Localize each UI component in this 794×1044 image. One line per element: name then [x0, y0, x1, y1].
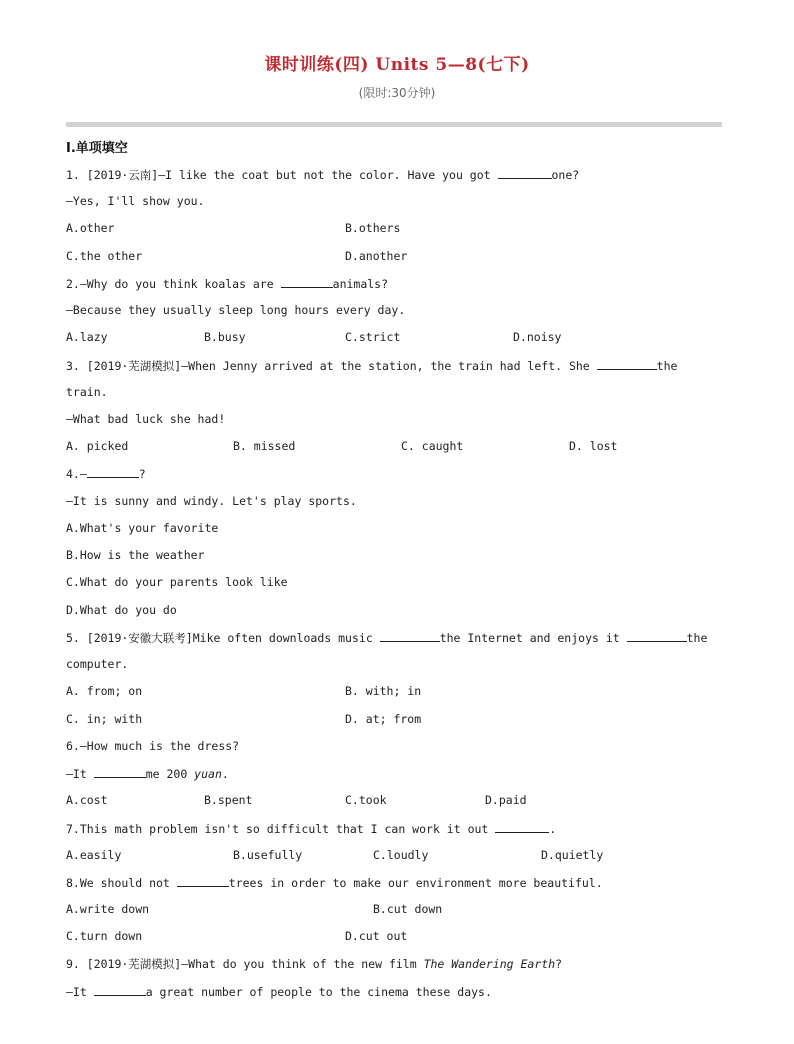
q5-option-d[interactable]: D. at; from [345, 712, 422, 726]
answer-blank[interactable] [627, 629, 687, 642]
q4-option-b[interactable]: B.How is the weather [66, 548, 205, 562]
question-5-stem-cont: computer. [66, 657, 129, 671]
q7-option-c[interactable]: C.loudly [373, 848, 429, 862]
q7-option-d[interactable]: D.quietly [541, 848, 604, 862]
q6-option-b[interactable]: B.spent [204, 793, 253, 807]
q8-option-d[interactable]: D.cut out [345, 929, 408, 943]
q8-option-b[interactable]: B.cut down [373, 902, 443, 916]
q2-option-a[interactable]: A.lazy [66, 330, 108, 344]
q3-option-c[interactable]: C. caught [401, 439, 464, 453]
q1-option-a[interactable]: A.other [66, 221, 115, 235]
question-4-stem: 4.— ? [66, 467, 146, 481]
film-title: The Wandering Earth [423, 957, 556, 971]
q5-option-c[interactable]: C. in; with [66, 712, 143, 726]
question-5-stem: 5. [2019·安徽大联考]Mike often downloads music the Internet and enjoys it the [66, 631, 708, 645]
question-9-stem: 9. [2019·芜湖模拟]—What do you think of the new film The Wandering Earth? [66, 957, 563, 971]
question-3-stem: 3. [2019·芜湖模拟]—When Jenny arrived at the station, the train had left. She the [66, 359, 678, 373]
answer-blank[interactable] [94, 983, 146, 996]
q1-option-d[interactable]: D.another [345, 249, 408, 263]
question-3-stem-cont: train. [66, 385, 108, 399]
q4-option-c[interactable]: C.What do your parents look like [66, 575, 288, 589]
question-2-reply: —Because they usually sleep long hours every day. [66, 303, 406, 317]
question-1-stem: 1. [2019·云南]—I like the coat but not the color. Have you got one? [66, 168, 580, 182]
q6-option-c[interactable]: C.took [345, 793, 387, 807]
q8-option-c[interactable]: C.turn down [66, 929, 143, 943]
q7-option-b[interactable]: B.usefully [233, 848, 303, 862]
q2-option-c[interactable]: C.strict [345, 330, 401, 344]
q4-option-d[interactable]: D.What do you do [66, 603, 177, 617]
q3-option-d[interactable]: D. lost [569, 439, 618, 453]
divider [66, 122, 722, 127]
question-9-reply: —It a great number of people to the cinema these days. [66, 985, 492, 999]
answer-blank[interactable] [281, 275, 333, 288]
q5-option-a[interactable]: A. from; on [66, 684, 143, 698]
question-6-stem: 6.—How much is the dress? [66, 739, 240, 753]
q8-option-a[interactable]: A.write down [66, 902, 150, 916]
q1-option-c[interactable]: C.the other [66, 249, 143, 263]
time-limit: (限时:30分钟) [358, 86, 436, 100]
q2-option-d[interactable]: D.noisy [513, 330, 562, 344]
q6-option-a[interactable]: A.cost [66, 793, 108, 807]
answer-blank[interactable] [380, 629, 440, 642]
answer-blank[interactable] [94, 765, 146, 778]
section-title: Ⅰ.单项填空 [66, 141, 128, 156]
q3-option-b[interactable]: B. missed [233, 439, 296, 453]
q7-option-a[interactable]: A.easily [66, 848, 122, 862]
answer-blank[interactable] [495, 820, 549, 833]
page-title: 课时训练(四) Units 5—8(七下) [264, 55, 530, 75]
question-6-reply: —It me 200 yuan. [66, 767, 229, 781]
q5-option-b[interactable]: B. with; in [345, 684, 422, 698]
question-3-reply: —What bad luck she had! [66, 412, 226, 426]
answer-blank[interactable] [597, 357, 657, 370]
question-8-stem: 8.We should not trees in order to make our environment more beautiful. [66, 876, 603, 890]
answer-blank[interactable] [177, 874, 229, 887]
question-7-stem: 7.This math problem isn't so difficult that I can work it out . [66, 822, 557, 836]
q3-option-a[interactable]: A. picked [66, 439, 129, 453]
q4-option-a[interactable]: A.What's your favorite [66, 521, 219, 535]
question-4-reply: —It is sunny and windy. Let's play sports. [66, 494, 357, 508]
question-1-reply: —Yes, I'll show you. [66, 194, 205, 208]
q2-option-b[interactable]: B.busy [204, 330, 246, 344]
answer-blank[interactable] [87, 465, 139, 478]
question-2-stem: 2.—Why do you think koalas are animals? [66, 277, 389, 291]
answer-blank[interactable] [498, 166, 552, 179]
q6-option-d[interactable]: D.paid [485, 793, 527, 807]
q1-option-b[interactable]: B.others [345, 221, 401, 235]
